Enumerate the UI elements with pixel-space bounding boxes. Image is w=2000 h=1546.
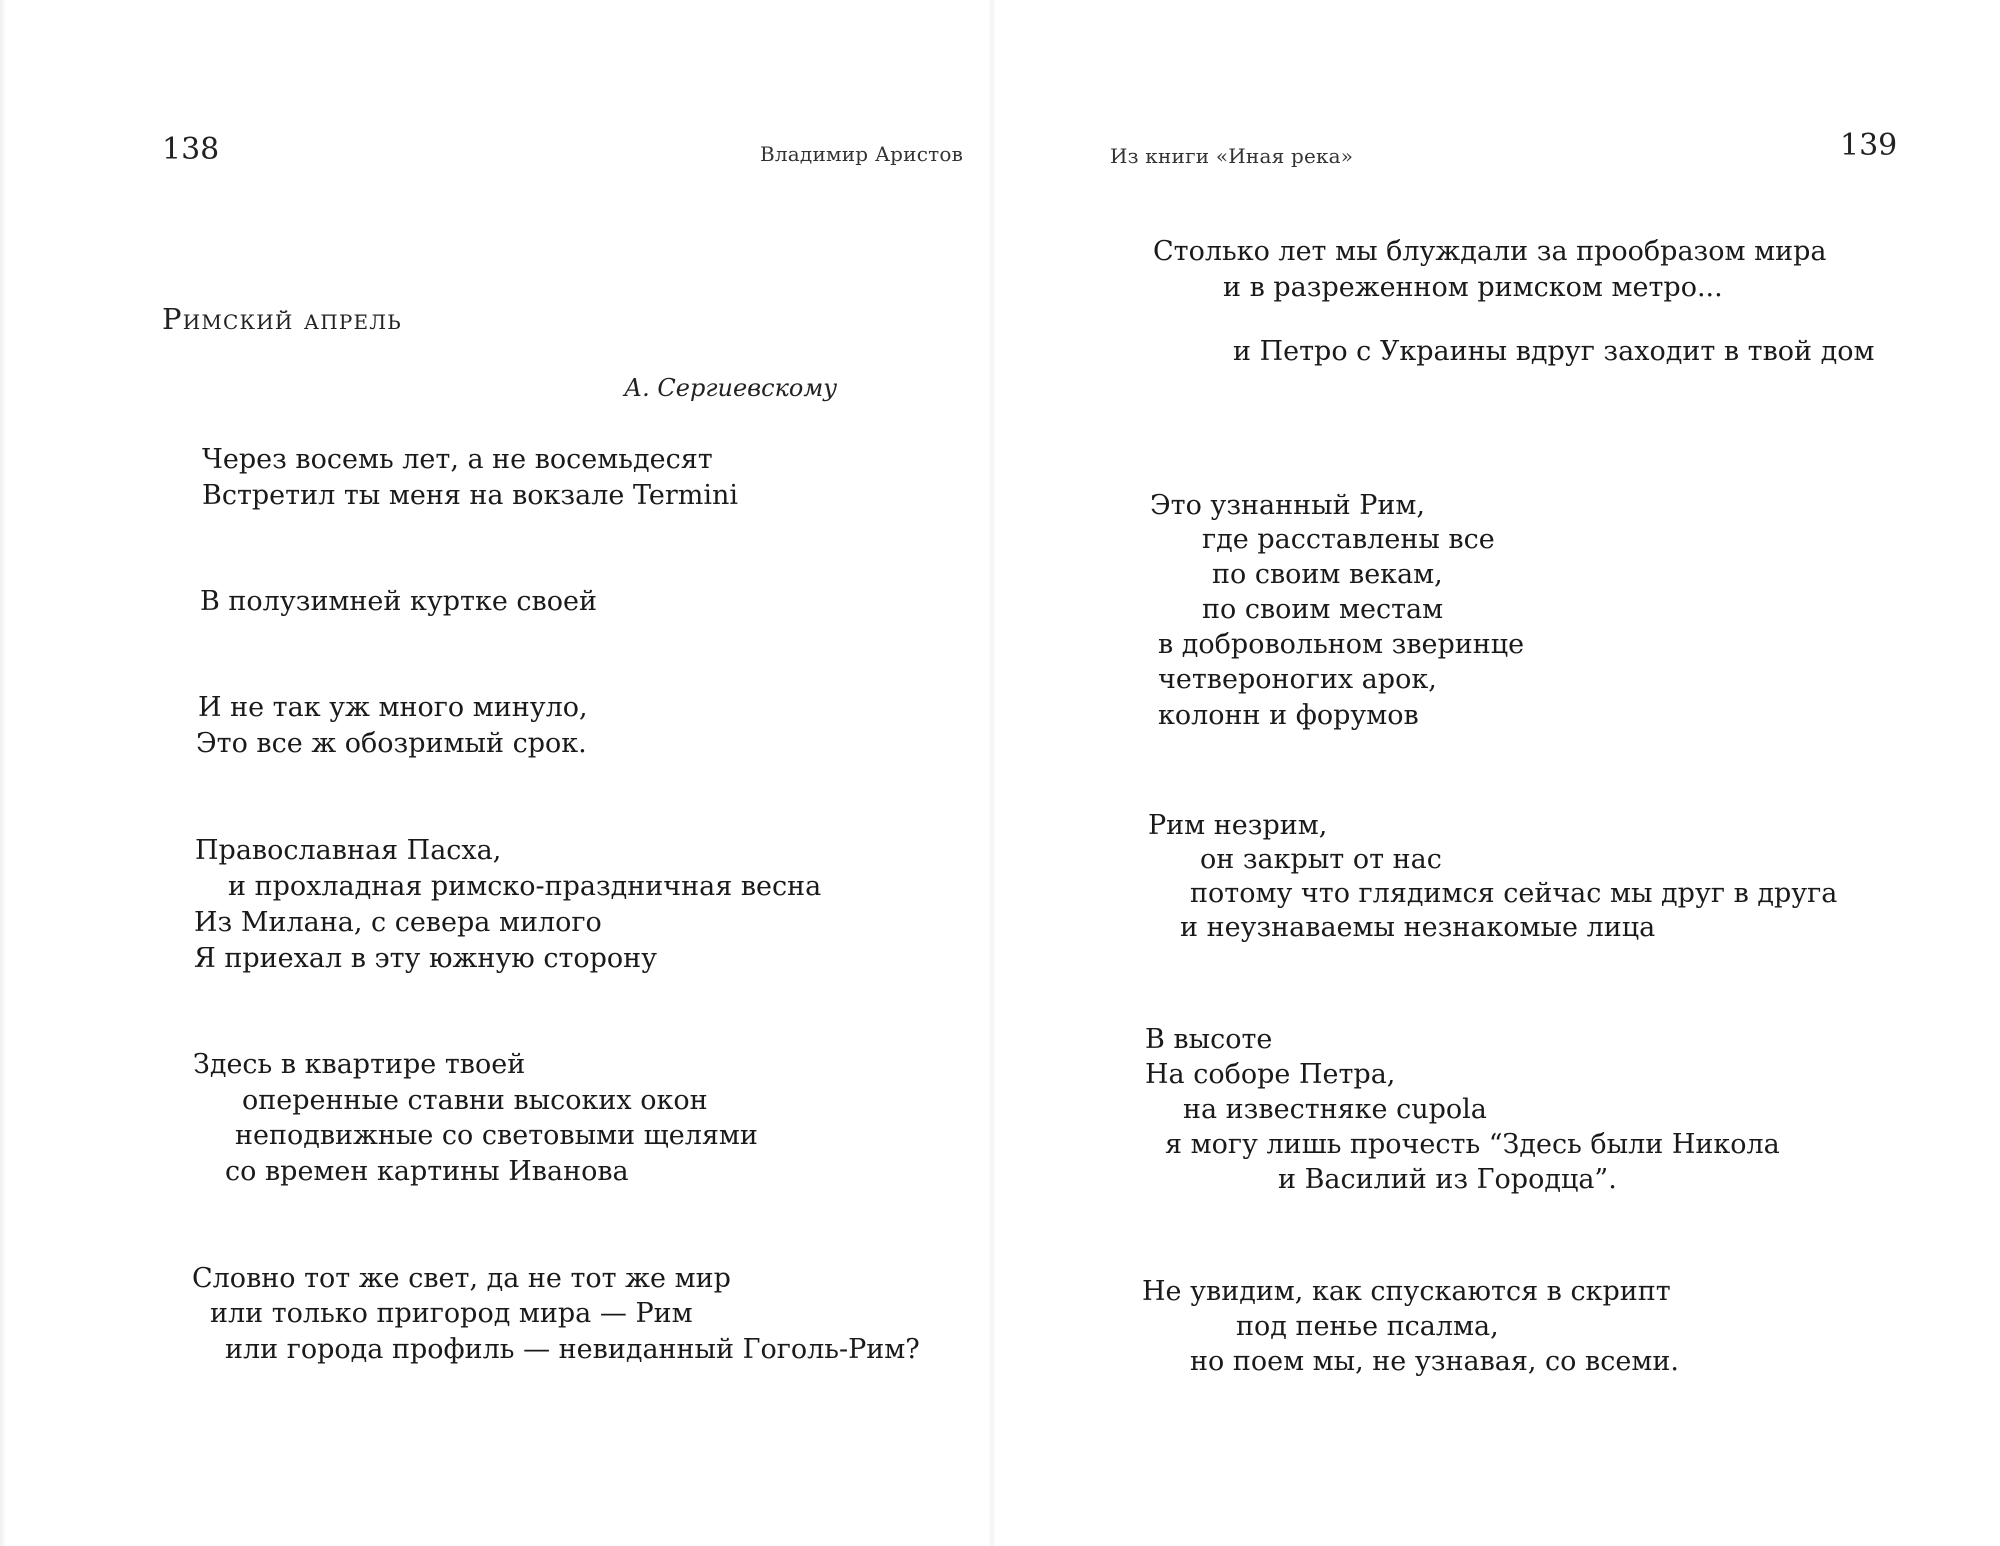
poem-line: Православная Пасха, bbox=[195, 835, 502, 866]
poem-line: колонн и форумов bbox=[1158, 700, 1419, 731]
poem-line: Рим незрим, bbox=[1148, 810, 1328, 841]
poem-line: И не так уж много минуло, bbox=[198, 692, 588, 723]
poem-line: в добровольном зверинце bbox=[1158, 629, 1525, 660]
poem-line: четвероногих арок, bbox=[1158, 664, 1437, 695]
page-number-left: 138 bbox=[162, 132, 220, 167]
left-page bbox=[0, 0, 990, 1546]
poem-line: Встретил ты меня на вокзале Termini bbox=[202, 480, 739, 511]
poem-line: по своим векам, bbox=[1212, 559, 1443, 590]
poem-line: со времен картины Иванова bbox=[225, 1156, 629, 1187]
poem-line: Это узнанный Рим, bbox=[1150, 490, 1425, 521]
poem-line: Я приехал в эту южную сторону bbox=[194, 943, 658, 974]
poem-line: где расставлены все bbox=[1202, 524, 1495, 555]
poem-line: я могу лишь прочесть “Здесь были Никола bbox=[1165, 1129, 1780, 1160]
poem-line: на известняке cupola bbox=[1183, 1094, 1487, 1125]
poem-dedication: А. Сергиевскому bbox=[624, 374, 838, 402]
poem-line: На соборе Петра, bbox=[1145, 1059, 1396, 1090]
page-number-right: 139 bbox=[1840, 128, 1898, 163]
poem-line: Не увидим, как спускаются в скрипт bbox=[1142, 1276, 1671, 1307]
poem-line: Здесь в квартире твоей bbox=[193, 1049, 526, 1080]
poem-line: по своим местам bbox=[1202, 594, 1444, 625]
poem-line: под пенье псалма, bbox=[1236, 1311, 1499, 1342]
right-page bbox=[990, 0, 2000, 1546]
poem-line: он закрыт от нас bbox=[1200, 844, 1442, 875]
running-head-author: Владимир Аристов bbox=[760, 142, 964, 166]
poem-line: Из Милана, с севера милого bbox=[194, 907, 602, 938]
poem-title: Римский апрель bbox=[162, 302, 402, 336]
poem-line: оперенные ставни высоких окон bbox=[242, 1085, 708, 1116]
poem-line: и прохладная римско-праздничная весна bbox=[228, 871, 822, 902]
poem-line: и в разреженном римском метро... bbox=[1223, 272, 1723, 303]
poem-line: Это все ж обозримый срок. bbox=[196, 728, 587, 759]
poem-line: или только пригород мира — Рим bbox=[210, 1298, 693, 1329]
poem-line: но поем мы, не узнавая, со всеми. bbox=[1190, 1346, 1679, 1377]
poem-line: Через восемь лет, а не восемьдесят bbox=[202, 444, 713, 475]
poem-line: потому что глядимся сейчас мы друг в друга bbox=[1190, 878, 1838, 909]
poem-line: Столько лет мы блуждали за прообразом мира bbox=[1153, 236, 1827, 267]
poem-line: Словно тот же свет, да не тот же мир bbox=[192, 1263, 731, 1294]
poem-line: или города профиль — невиданный Гоголь-Рим? bbox=[225, 1334, 920, 1365]
poem-line: неподвижные со световыми щелями bbox=[235, 1120, 758, 1151]
poem-line: и Василий из Городца”. bbox=[1278, 1164, 1617, 1195]
poem-line: В высоте bbox=[1145, 1024, 1273, 1055]
running-head-book: Из книги «Иная река» bbox=[1110, 144, 1354, 168]
poem-line: и Петро с Украины вдруг заходит в твой дом bbox=[1233, 336, 1875, 367]
poem-line: и неузнаваемы незнакомые лица bbox=[1180, 912, 1656, 943]
poem-line: В полузимней куртке своей bbox=[200, 586, 597, 617]
